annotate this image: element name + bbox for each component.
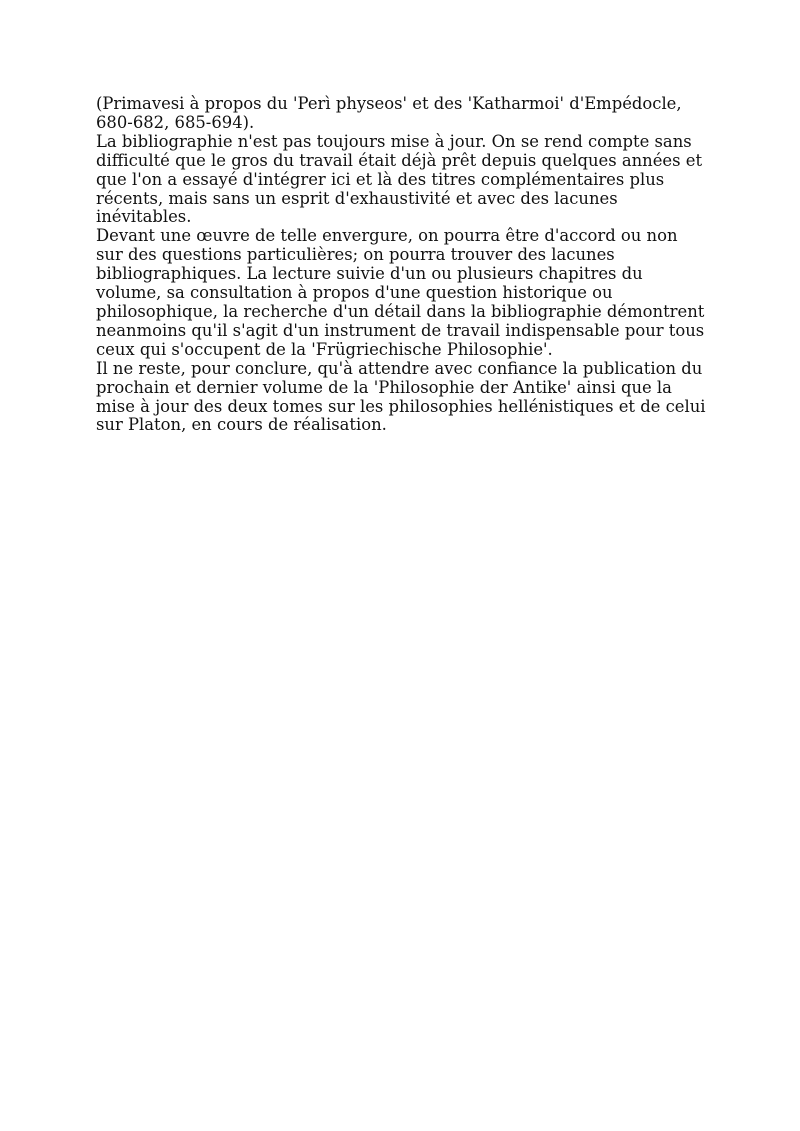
paragraph-assessment: Devant une œuvre de telle envergure, on pourra être d'accord ou non sur des questions particulières; on pourra trouver des lacunes bibliographiques. La lecture suivie d'un ou plusieurs chapitres du volume, sa consultation à propos d'une question historique ou philosophique, la recherche d'un détail dans la bibliographie démontrent neanmoins qu'il s'agit d'un instrument de travail indispensable pour tous ceux qui s'occupent de la 'Frügriechische Philosophie'.: [96, 226, 705, 359]
document-page: [96, 95, 706, 435]
paragraph-bibliography: La bibliographie n'est pas toujours mise à jour. On se rend compte sans difficulté que le gros du travail était déjà prêt depuis quelques années et que l'on a essayé d'intégrer ici et là des titres complémentaires plus récents, mais sans un esprit d'exhaustivité et avec des lacunes inévitables.: [96, 131, 703, 227]
paragraph-citation: (Primavesi à propos du 'Perì physeos' et des 'Katharmoi' d'Empédocle, 680-682, 685-694).: [96, 94, 682, 132]
paragraph-conclusion: Il ne reste, pour conclure, qu'à attendre avec confiance la publication du prochain et dernier volume de la 'Philosophie der Antike' ainsi que la mise à jour des deux tomes sur les philosophies hellénistiques et de celui sur Platon, en cours de réalisation.: [96, 358, 706, 435]
